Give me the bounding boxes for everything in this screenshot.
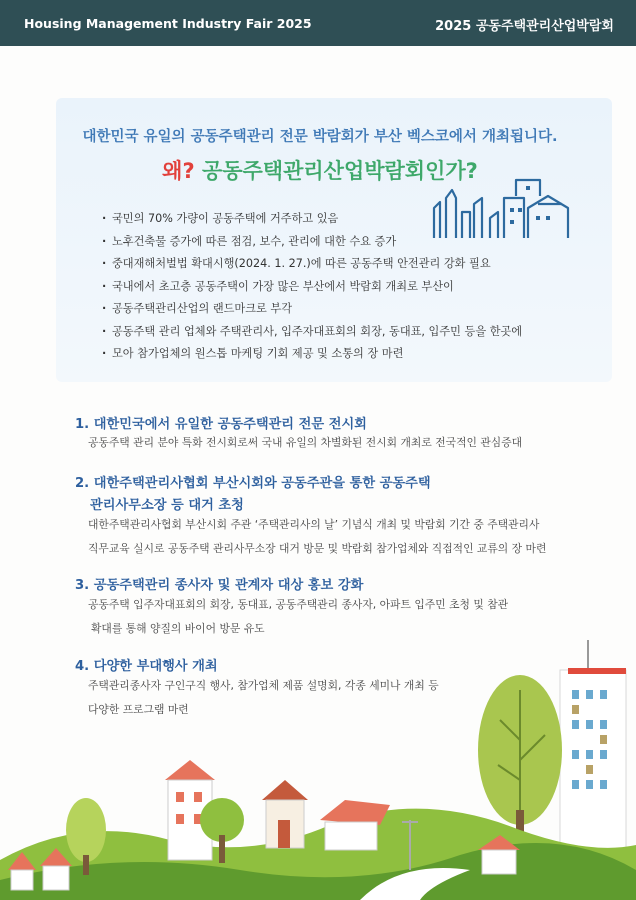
section-2-title xyxy=(75,473,431,517)
list-item: . 노후건축물 증가에 따른 점검, 보수, 관리에 대한 수요 증가 xyxy=(100,231,570,254)
list-item: . 공동주택 관리 업체와 주택관리사, 입주자대표회의 회장, 동대표, 입주민 등을 한곳에 xyxy=(100,321,570,344)
town-landscape-illustration xyxy=(0,630,636,900)
question-text: 공동주택관리산업박람회인가? xyxy=(201,159,478,183)
section-1-body xyxy=(88,431,588,455)
section-1-title: 1. 대한민국에서 유일한 공동주택관리 전문 전시회 xyxy=(75,417,367,432)
body-line: 직무교육 실시로 공동주택 관리사무소장 대거 방문 및 박람회 참가업체와 직접적인 교류의 장 마련 xyxy=(88,542,547,555)
body-line: 공동주택 관리 분야 특화 전시회로써 국내 유일의 차별화된 전시회 개최로 전국적인 관심증대 xyxy=(88,436,523,449)
body-line: 공동주택 입주자대표회의 회장, 동대표, 공동주택관리 종사자, 아파트 입주민 초청 및 참관 xyxy=(88,598,509,611)
list-item: . 국내에서 초고층 공동주택이 가장 많은 부산에서 박람회 개최로 부산이 xyxy=(100,276,570,299)
intro-bullet-list xyxy=(100,208,570,366)
body-line: 확대를 통해 양질의 바이어 방문 유도 xyxy=(91,622,265,635)
list-item-continuation xyxy=(100,298,570,321)
body-line: 주택관리종사자 구인구직 행사, 참가업체 제품 설명회, 각종 세미나 개최 등 xyxy=(88,679,439,692)
why-label: 왜? xyxy=(162,159,195,183)
title-line: 2. 대한주택관리사협회 부산시회와 공동주관을 통한 공동주택 xyxy=(75,476,431,491)
list-item: . 중대재해처벌법 확대시행(2024. 1. 27.)에 따른 공동주택 안전관리 강화 필요 xyxy=(100,253,570,276)
body-line: 다양한 프로그램 마련 xyxy=(88,703,189,716)
continuation-text: 공동주택관리산업의 랜드마크로 부각 xyxy=(112,302,293,315)
list-item-continuation xyxy=(100,343,570,366)
list-item: . 국민의 70% 가량이 공동주택에 거주하고 있음 xyxy=(100,208,570,231)
body-line: 대한주택관리사협회 부산시회 주관 ‘주택관리사의 날’ 기념식 개최 및 박람회 기간 중 주택관리사 xyxy=(88,518,540,531)
title-line: 관리사무소장 등 대거 초청 xyxy=(90,498,244,513)
intro-headline: 대한민국 유일의 공동주택관리 전문 박람회가 부산 벡스코에서 개최됩니다. xyxy=(82,129,558,145)
continuation-text: 모아 참가업체의 원스톱 마케팅 기회 제공 및 소통의 장 마련 xyxy=(112,347,404,360)
top-banner xyxy=(0,0,636,46)
section-2-body xyxy=(88,513,588,561)
section-4-title: 4. 다양한 부대행사 개최 xyxy=(75,659,218,674)
banner-title-english: Housing Management Industry Fair 2025 xyxy=(24,16,312,31)
house-icon xyxy=(262,780,308,848)
banner-title-korean: 2025 공동주택관리산업박람회 xyxy=(435,19,614,34)
section-3-title: 3. 공동주택관리 종사자 및 관계자 대상 홍보 강화 xyxy=(75,578,364,593)
